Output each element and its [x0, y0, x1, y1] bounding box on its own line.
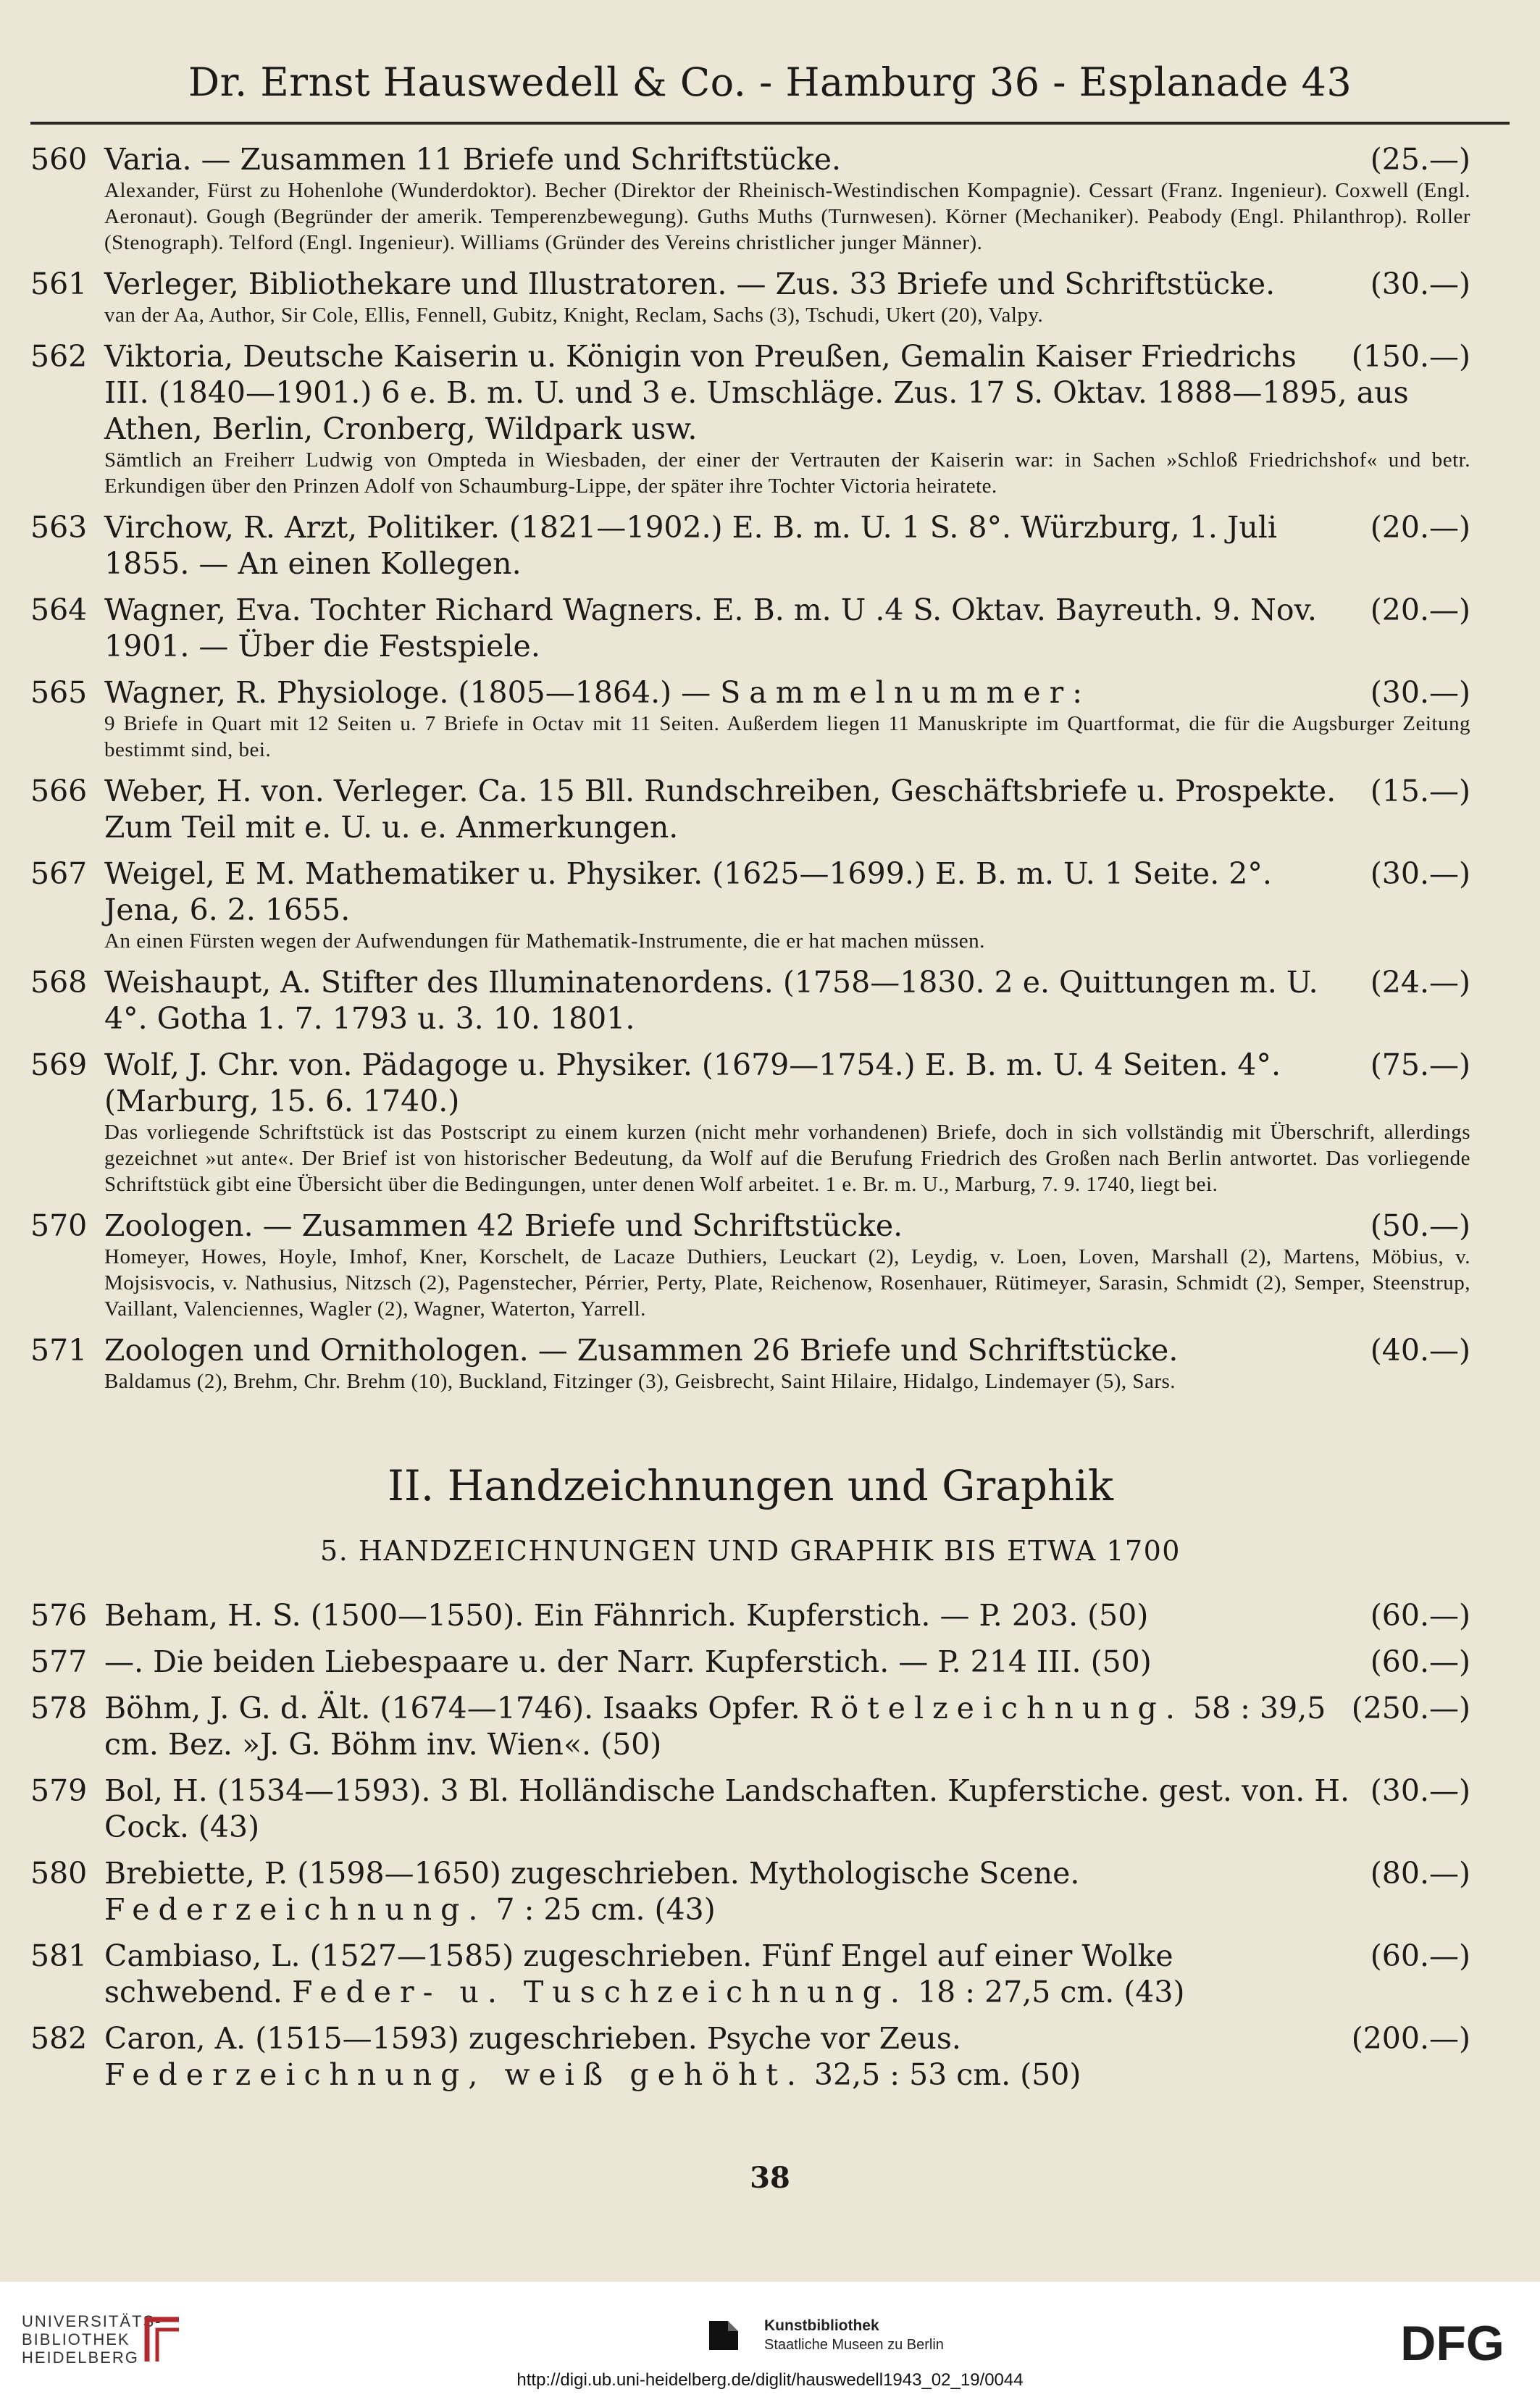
entry-title: Varia. — Zusammen 11 Briefe und Schriftstücke.	[104, 142, 842, 177]
entry-technique: Federzeichnung, weiß gehöht.	[104, 2057, 805, 2092]
entry-text	[104, 1047, 1470, 1119]
entry-text	[104, 266, 1470, 302]
entry-number: 562	[30, 339, 88, 374]
entry-spaced-term: Sammelnummer:	[720, 675, 1092, 710]
section-title: II. Handzeichnungen und Graphik	[387, 1461, 1113, 1510]
entry-title: Wolf, J. Chr. von. Pädagoge u. Physiker. (1679—1754.) E. B. m. U. 4 Seiten. 4°. (Marburg, 15. 6. 1740.)	[104, 1047, 1281, 1118]
entry-text	[104, 773, 1470, 845]
entry-number: 577	[30, 1644, 88, 1679]
entry-technique: Rötelzeichnung.	[809, 1691, 1184, 1725]
entry-details: 7 : 25 cm. (43)	[495, 1892, 716, 1927]
entry-price: (25.—)	[1370, 142, 1470, 177]
entry-number: 565	[30, 675, 88, 710]
uni-line: UNIVERSITÄTS-	[22, 2312, 162, 2330]
entry-title: Bol, H. (1534—1593). 3 Bl. Holländische Landschaften. Kupferstiche. gest. von. H. Cock. (43)	[104, 1773, 1350, 1844]
entry-title: Zoologen. — Zusammen 42 Briefe und Schriftstücke.	[104, 1208, 903, 1243]
uni-line: HEIDELBERG	[22, 2348, 139, 2367]
entry-title: Böhm, J. G. d. Ält. (1674—1746). Isaaks Opfer.	[104, 1691, 800, 1725]
entry-title: Caron, A. (1515—1593) zugeschrieben. Psyche vor Zeus.	[104, 2021, 961, 2056]
entry-text	[104, 1332, 1470, 1368]
entry-number: 564	[30, 593, 88, 627]
entry-details: 32,5 : 53 cm. (50)	[813, 2057, 1081, 2092]
entry-price: (60.—)	[1370, 1644, 1470, 1679]
entry-text	[104, 1690, 1470, 1762]
dfg-logo-icon	[1384, 2318, 1521, 2369]
entry-number: 580	[30, 1856, 88, 1891]
entry-description: Das vorliegende Schriftstück ist das Postscript zu einem kurzen (nicht mehr vorhandenen) Briefe, doch in sich vollständig mit Überschrift, allerdings gezeichnet »ut ante«. Der Brief ist von historischer Bedeutung, da Wolf auf die Berufung Friedrich des Großen nach Berlin antwortet. Das vorliegende Schriftstück gibt eine Übersicht über die Bedingungen, unter denen Wolf arbeitet. 1 e. Br. m. U., Marburg, 7. 9. 1740, liegt bei.	[104, 1121, 1470, 1196]
entry-title: Weber, H. von. Verleger. Ca. 15 Bll. Rundschreiben, Geschäftsbriefe u. Prospekte. Zum Teil mit e. U. u. e. Anmerkungen.	[104, 774, 1336, 845]
entry-text	[104, 964, 1470, 1037]
entry-title: Wagner, Eva. Tochter Richard Wagners. E. B. m. U .4 S. Oktav. Bayreuth. 9. Nov. 1901. — Über die Festspiele.	[104, 593, 1317, 664]
entry-text	[104, 1597, 1470, 1633]
catalog-entry	[30, 266, 1470, 328]
uni-line: BIBLIOTHEK	[22, 2330, 130, 2348]
entry-number: 582	[30, 2021, 88, 2056]
catalog-entry	[30, 1938, 1470, 2010]
catalog-entry	[30, 1690, 1470, 1762]
entry-price: (200.—)	[1351, 2021, 1470, 2056]
entry-number: 569	[30, 1047, 88, 1082]
entry-text	[104, 1773, 1470, 1845]
entry-list-autographs-2	[30, 773, 1470, 1394]
catalog-entry	[30, 509, 1470, 582]
entry-price: (60.—)	[1370, 1598, 1470, 1633]
entry-price: (50.—)	[1370, 1208, 1470, 1243]
entry-text	[104, 674, 1470, 711]
catalog-entry	[30, 773, 1470, 845]
entry-price: (75.—)	[1370, 1047, 1470, 1082]
entry-price: (20.—)	[1370, 593, 1470, 627]
entry-text	[104, 338, 1470, 447]
catalog-entry	[30, 1597, 1470, 1633]
entry-text	[104, 1644, 1470, 1680]
entry-number: 560	[30, 142, 88, 177]
entry-number: 570	[30, 1208, 88, 1243]
entry-description: Baldamus (2), Brehm, Chr. Brehm (10), Buckland, Fitzinger (3), Geisbrecht, Saint Hilaire, Hidalgo, Lindemayer (5), Sars.	[104, 1370, 1176, 1393]
entry-text	[104, 856, 1470, 928]
entry-text	[104, 2020, 1470, 2093]
entry-title: Brebiette, P. (1598—1650) zugeschrieben. Mythologische Scene.	[104, 1856, 1080, 1891]
kb-subtitle: Staatliche Museen zu Berlin	[764, 2337, 944, 2353]
entry-title: Beham, H. S. (1500—1550). Ein Fähnrich. Kupferstich. — P. 203. (50)	[104, 1598, 1149, 1633]
entry-number: 578	[30, 1691, 88, 1725]
catalog-entry	[30, 338, 1470, 499]
entry-price: (20.—)	[1370, 510, 1470, 545]
catalog-entry	[30, 1332, 1470, 1394]
entry-number: 571	[30, 1333, 88, 1368]
entry-text	[104, 141, 1470, 177]
page-header: Dr. Ernst Hauswedell & Co. - Hamburg 36 - Esplanade 43	[188, 59, 1352, 105]
entry-description: Homeyer, Howes, Hoyle, Imhof, Kner, Korschelt, de Lacaze Duthiers, Leuckart (2), Leydig, v. Loen, Loven, Marshall (2), Martens, Möbius, v. Mojsisvocis, v. Nathusius, Nitzsch (2), Pagenstecher, Pérrier, Perty, Plate, Reichenow, Rosenhauer, Rütimeyer, Sarasin, Schmidt (2), Semper, Steenstrup, Vaillant, Valenciennes, Wagler (2), Wagner, Waterton, Yarrell.	[104, 1245, 1470, 1321]
entry-title: —. Die beiden Liebespaare u. der Narr. Kupferstich. — P. 214 III. (50)	[104, 1644, 1152, 1679]
entry-price: (30.—)	[1370, 675, 1470, 710]
entry-price: (24.—)	[1370, 965, 1470, 1000]
header-rule	[30, 122, 1510, 125]
entry-title: Verleger, Bibliothekare und Illustratoren. — Zus. 33 Briefe und Schriftstücke.	[104, 267, 1276, 301]
entry-price: (30.—)	[1370, 267, 1470, 301]
entry-description: An einen Fürsten wegen der Aufwendungen für Mathematik-Instrumente, die er hat machen müssen.	[104, 929, 985, 953]
entry-title: Weishaupt, A. Stifter des Illuminatenordens. (1758—1830. 2 e. Quittungen m. U. 4°. Gotha 1. 7. 1793 u. 3. 10. 1801.	[104, 965, 1318, 1036]
entry-number: 567	[30, 856, 88, 891]
entry-details: 58 : 39,5 cm. Bez. »J. G. Böhm inv. Wien«. (50)	[104, 1691, 1326, 1762]
entry-description: van der Aa, Author, Sir Cole, Ellis, Fennell, Gubitz, Knight, Reclam, Sachs (3), Tschudi, Ukert (20), Valpy.	[104, 304, 1044, 327]
catalog-entry	[30, 1208, 1470, 1322]
catalog-entry	[30, 2020, 1470, 2093]
entry-description: 9 Briefe in Quart mit 12 Seiten u. 7 Briefe in Octav mit 11 Seiten. Außerdem liegen 11 Manuskripte im Quartformat, die für die Augsburger Zeitung bestimmt sind, bei.	[104, 712, 1470, 761]
entry-number: 561	[30, 267, 88, 301]
entry-list-drawings	[30, 1597, 1470, 2093]
catalog-entry	[30, 1047, 1470, 1197]
entry-title: Wagner, R. Physiologe. (1805—1864.) —	[104, 675, 711, 710]
entry-text	[104, 509, 1470, 582]
entry-title: Cambiaso, L. (1527—1585) zugeschrieben. Fünf Engel auf einer Wolke schwebend.	[104, 1938, 1173, 2009]
catalog-entry	[30, 1855, 1470, 1928]
entry-text	[104, 1208, 1470, 1244]
entry-price: (30.—)	[1370, 856, 1470, 891]
entry-number: 566	[30, 774, 88, 808]
entry-description: Alexander, Fürst zu Hohenlohe (Wunderdoktor). Becher (Direktor der Rheinisch-Westindischen Kompagnie). Cessart (Franz. Ingenieur). Coxwell (Engl. Aeronaut). Gough (Begründer der amerik. Temperenzbewegung). Guths Muths (Turnwesen). Körner (Mechaniker). Peabody (Engl. Philanthrop). Roller (Stenograph). Telford (Engl. Ingenieur). Williams (Gründer des Vereins christlicher junger Männer).	[104, 179, 1470, 254]
university-logo-icon	[141, 2311, 185, 2369]
entry-description: Sämtlich an Freiherr Ludwig von Ompteda in Wiesbaden, der einer der Vertrauten der Kaiserin war: in Sachen »Schloß Friedrichshof« und betr. Erkundigen über den Prinzen Adolf von Schaumburg-Lippe, der später ihre Tochter Victoria heiratete.	[104, 448, 1470, 498]
entry-text	[104, 592, 1470, 664]
entry-price: (150.—)	[1351, 339, 1470, 374]
entry-title: Weigel, E M. Mathematiker u. Physiker. (1625—1699.) E. B. m. U. 1 Seite. 2°. Jena, 6. 2. 1655.	[104, 856, 1272, 927]
kunstbibliothek-text	[764, 2317, 1054, 2354]
entry-title: Viktoria, Deutsche Kaiserin u. Königin von Preußen, Gemalin Kaiser Friedrichs III. (1840—1901.) 6 e. B. m. U. und 3 e. Umschläge. Zus. 17 S. Oktav. 1888—1895, aus Athen, Berlin, Cronberg, Wildpark usw.	[104, 339, 1409, 446]
catalog-entry	[30, 1644, 1470, 1680]
dfg-text: DFG	[1400, 2318, 1505, 2369]
entry-title: Zoologen und Ornithologen. — Zusammen 26 Briefe und Schriftstücke.	[104, 1333, 1179, 1368]
source-url[interactable]: http://digi.ub.uni-heidelberg.de/diglit/hauswedell1943_02_19/0044	[516, 2370, 1024, 2390]
entry-details: 18 : 27,5 cm. (43)	[918, 1975, 1185, 2009]
catalog-entry	[30, 856, 1470, 954]
entry-text	[104, 1938, 1470, 2010]
kunstbibliothek-icon	[706, 2317, 744, 2354]
entry-number: 581	[30, 1938, 88, 1973]
catalog-entry	[30, 964, 1470, 1037]
entry-number: 576	[30, 1598, 88, 1633]
entry-technique: Feder- u. Tuschzeichnung.	[292, 1975, 908, 2009]
entry-price: (40.—)	[1370, 1333, 1470, 1368]
catalog-content	[30, 141, 1470, 2103]
entry-title: Virchow, R. Arzt, Politiker. (1821—1902.) E. B. m. U. 1 S. 8°. Würzburg, 1. Juli 1855. — An einen Kollegen.	[104, 510, 1277, 581]
catalog-entry	[30, 592, 1470, 664]
entry-price: (80.—)	[1370, 1856, 1470, 1891]
entry-number: 579	[30, 1773, 88, 1808]
page-number: 38	[750, 2161, 790, 2195]
catalog-entry	[30, 141, 1470, 256]
entry-text	[104, 1855, 1470, 1928]
entry-price: (30.—)	[1370, 1773, 1470, 1808]
entry-price: (15.—)	[1370, 774, 1470, 808]
section-subtitle: 5. HANDZEICHNUNGEN UND GRAPHIK BIS ETWA 1700	[320, 1535, 1181, 1567]
entry-list-autographs	[30, 141, 1470, 664]
entry-technique: Federzeichnung.	[104, 1892, 487, 1927]
digitization-footer	[0, 2282, 1540, 2397]
catalog-entry	[30, 674, 1470, 763]
kb-name: Kunstbibliothek	[764, 2317, 879, 2334]
entry-price: (250.—)	[1351, 1691, 1470, 1725]
entry-price: (60.—)	[1370, 1938, 1470, 1973]
entry-number: 563	[30, 510, 88, 545]
entry-number: 568	[30, 965, 88, 1000]
catalog-entry	[30, 1773, 1470, 1845]
